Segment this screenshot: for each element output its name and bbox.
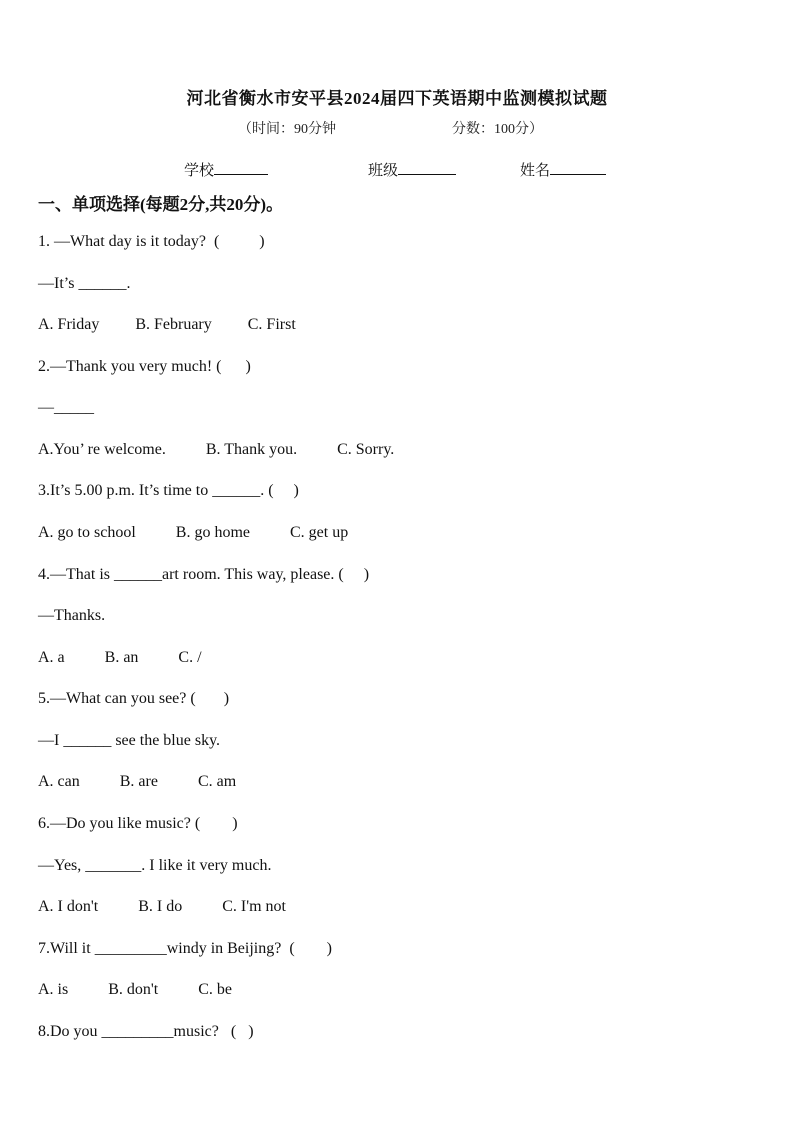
school-blank[interactable] [214, 160, 268, 175]
name-field [520, 159, 606, 180]
exam-title: 河北省衡水市安平县2024届四下英语期中监测模拟试题 [186, 89, 608, 108]
question-2: 2.—Thank you very much! ( ) [38, 358, 251, 375]
question-7: 7.Will it _________windy in Beijing? ( ) [38, 940, 332, 957]
exam-score: 分数：100分） [452, 122, 543, 137]
options-2: A.You’ re welcome. B. Thank you. C. Sorry. [38, 441, 395, 458]
name-blank[interactable] [550, 160, 606, 175]
school-field [184, 159, 268, 180]
options-6: A. I don't B. I do C. I'm not [38, 898, 286, 915]
class-label: 班级 [368, 163, 399, 179]
options-5: A. can B. are C. am [38, 773, 237, 790]
question-6: 6.—Do you like music? ( ) [38, 815, 238, 832]
answer-line-2: —_____ [38, 399, 94, 416]
class-blank[interactable] [398, 160, 456, 175]
name-label: 姓名 [520, 163, 551, 179]
class-field [368, 159, 456, 180]
options-1: A. Friday B. February C. First [38, 316, 296, 333]
answer-line-4: —Thanks. [38, 607, 106, 624]
options-7: A. is B. don't C. be [38, 981, 232, 998]
question-5: 5.—What can you see? ( ) [38, 690, 230, 707]
options-4: A. a B. an C. / [38, 649, 202, 666]
exam-time: （时间：90分钟 [238, 122, 336, 137]
question-8: 8.Do you _________music? ( ) [38, 1023, 254, 1040]
options-3: A. go to school B. go home C. get up [38, 524, 349, 541]
answer-line-6: —Yes, _______. I like it very much. [38, 857, 272, 874]
question-4: 4.—That is ______art room. This way, please. ( ) [38, 566, 370, 583]
school-label: 学校 [184, 163, 215, 179]
section-heading: 一、单项选择(每题2分,共20分)。 [38, 195, 284, 214]
question-1: 1. —What day is it today? ( ) [38, 233, 265, 250]
answer-line-5: —I ______ see the blue sky. [38, 732, 221, 749]
answer-line-1: —It’s ______. [38, 275, 131, 292]
question-3: 3.It’s 5.00 p.m. It’s time to ______. ( ) [38, 482, 299, 499]
